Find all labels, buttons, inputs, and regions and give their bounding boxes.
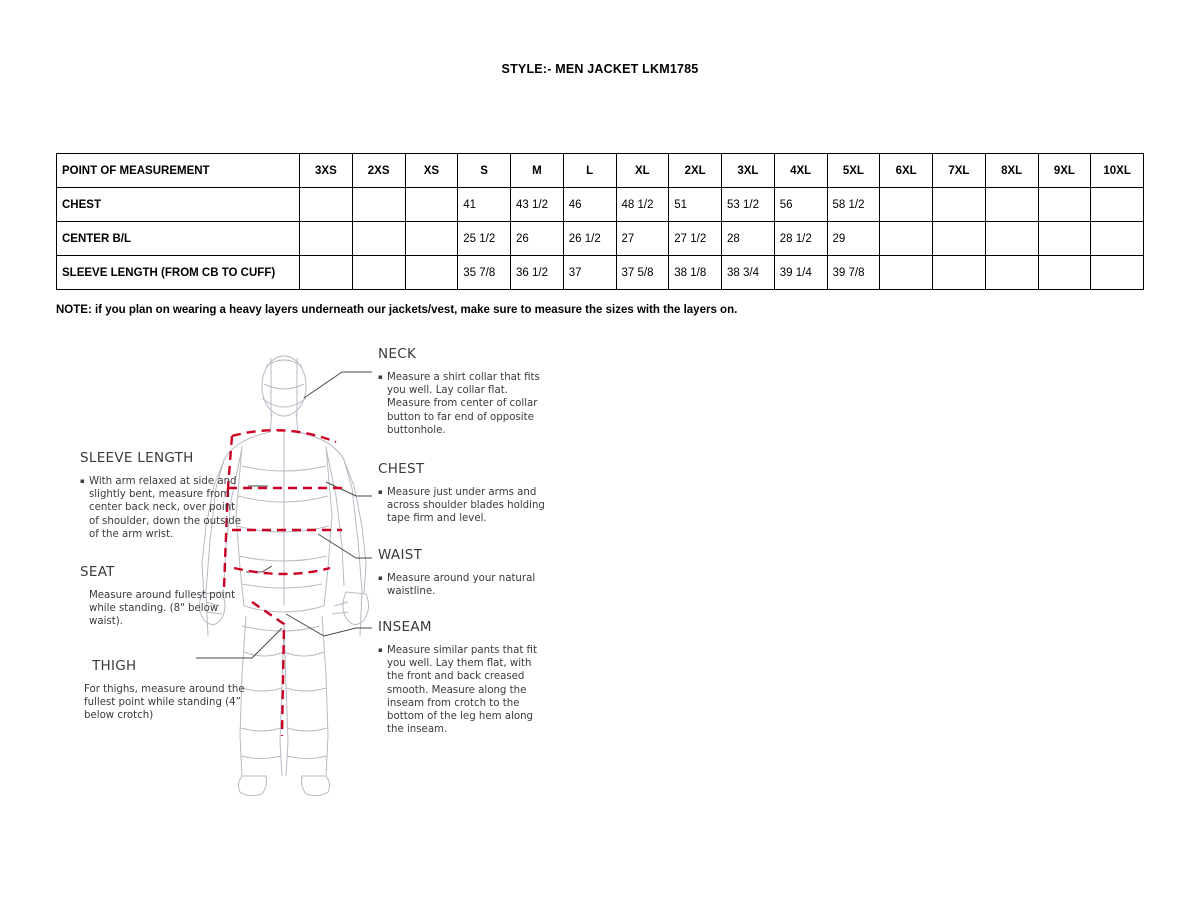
cell-sleeve-3xl: 38 3/4 [722, 256, 775, 290]
table-header-row [57, 154, 1144, 188]
column-header-size: 6XL [880, 154, 933, 188]
cell-centerbl-2xs [352, 222, 405, 256]
cell-centerbl-4xl: 28 1/2 [774, 222, 827, 256]
cell-sleeve-xs [405, 256, 458, 290]
cell-centerbl-8xl [985, 222, 1038, 256]
measurement-label-sleeve-length: SLEEVE LENGTH [80, 450, 194, 466]
cell-chest-7xl [933, 188, 986, 222]
column-header-point-of-measurement: POINT OF MEASUREMENT [57, 154, 300, 188]
cell-centerbl-6xl [880, 222, 933, 256]
column-header-size: S [458, 154, 511, 188]
cell-sleeve-xl: 37 5/8 [616, 256, 669, 290]
measurement-label-thigh: THIGH [92, 658, 137, 674]
column-header-size: 10XL [1091, 154, 1144, 188]
cell-chest-8xl [985, 188, 1038, 222]
row-label-sleeve-length: SLEEVE LENGTH (FROM CB TO CUFF) [57, 256, 300, 290]
page-title: STYLE:- MEN JACKET LKM1785 [501, 62, 699, 76]
column-header-size: 4XL [774, 154, 827, 188]
cell-sleeve-6xl [880, 256, 933, 290]
cell-centerbl-5xl: 29 [827, 222, 880, 256]
cell-chest-xl: 48 1/2 [616, 188, 669, 222]
cell-sleeve-10xl [1091, 256, 1144, 290]
cell-chest-2xs [352, 188, 405, 222]
measurement-label-waist: WAIST [378, 547, 423, 563]
cell-sleeve-2xs [352, 256, 405, 290]
cell-chest-m: 43 1/2 [511, 188, 564, 222]
column-header-size: 5XL [827, 154, 880, 188]
measurement-label-neck: NECK [378, 346, 417, 362]
cell-chest-6xl [880, 188, 933, 222]
column-header-size: 9XL [1038, 154, 1091, 188]
cell-centerbl-10xl [1091, 222, 1144, 256]
cell-sleeve-l: 37 [563, 256, 616, 290]
measurement-text-inseam: ▪ Measure similar pants that fit you well. Lay them flat, with the front and back creased smooth. Measure along the inseam from crotch to the bottom of the leg hem along the inseam. [387, 644, 545, 736]
cell-chest-l: 46 [563, 188, 616, 222]
column-header-size: 2XL [669, 154, 722, 188]
cell-centerbl-s: 25 1/2 [458, 222, 511, 256]
column-header-size: XS [405, 154, 458, 188]
measurement-figure [56, 336, 1146, 806]
cell-sleeve-7xl [933, 256, 986, 290]
cell-sleeve-8xl [985, 256, 1038, 290]
measurement-label-inseam: INSEAM [378, 619, 432, 635]
cell-centerbl-xl: 27 [616, 222, 669, 256]
cell-sleeve-5xl: 39 7/8 [827, 256, 880, 290]
cell-chest-3xl: 53 1/2 [722, 188, 775, 222]
row-label-chest: CHEST [57, 188, 300, 222]
table-row [57, 188, 1144, 222]
cell-centerbl-7xl [933, 222, 986, 256]
cell-chest-4xl: 56 [774, 188, 827, 222]
column-header-size: 8XL [985, 154, 1038, 188]
column-header-size: L [563, 154, 616, 188]
measurement-text-chest: ▪ Measure just under arms and across shoulder blades holding tape firm and level. [387, 486, 545, 526]
cell-chest-xs [405, 188, 458, 222]
cell-sleeve-2xl: 38 1/8 [669, 256, 722, 290]
cell-chest-2xl: 51 [669, 188, 722, 222]
cell-chest-s: 41 [458, 188, 511, 222]
size-chart-table [56, 153, 1144, 290]
cell-centerbl-9xl [1038, 222, 1091, 256]
table-row [57, 222, 1144, 256]
measurement-label-chest: CHEST [378, 461, 425, 477]
column-header-size: 7XL [933, 154, 986, 188]
table-row [57, 256, 1144, 290]
measurement-text-sleeve-length: ▪ With arm relaxed at side and slightly bent, measure from center back neck, over point of shoulder, down the outside of the arm wrist. [89, 475, 247, 541]
column-header-size: 3XL [722, 154, 775, 188]
cell-chest-9xl [1038, 188, 1091, 222]
column-header-size: M [511, 154, 564, 188]
column-header-size: 3XS [300, 154, 353, 188]
row-label-center-bl: CENTER B/L [57, 222, 300, 256]
measurement-text-waist: ▪ Measure around your natural waistline. [387, 572, 537, 598]
cell-chest-5xl: 58 1/2 [827, 188, 880, 222]
cell-sleeve-4xl: 39 1/4 [774, 256, 827, 290]
measurement-label-seat: SEAT [80, 564, 115, 580]
measurement-text-neck: ▪ Measure a shirt collar that fits you well. Lay collar flat. Measure from center of collar button to far end of opposite buttonhole. [387, 371, 545, 437]
cell-centerbl-l: 26 1/2 [563, 222, 616, 256]
measurement-text-seat: Measure around fullest point while standing. (8" below waist). [89, 590, 236, 628]
cell-chest-3xs [300, 188, 353, 222]
cell-centerbl-m: 26 [511, 222, 564, 256]
cell-centerbl-xs [405, 222, 458, 256]
cell-chest-10xl [1091, 188, 1144, 222]
layers-note: NOTE: if you plan on wearing a heavy layers underneath our jackets/vest, make sure to measure the sizes with the layers on. [56, 304, 738, 316]
cell-centerbl-3xs [300, 222, 353, 256]
cell-centerbl-3xl: 28 [722, 222, 775, 256]
cell-sleeve-s: 35 7/8 [458, 256, 511, 290]
column-header-size: XL [616, 154, 669, 188]
column-header-size: 2XS [352, 154, 405, 188]
measurement-text-thigh: For thighs, measure around the fullest point while standing (4” below crotch) [84, 684, 245, 722]
cell-centerbl-2xl: 27 1/2 [669, 222, 722, 256]
cell-sleeve-m: 36 1/2 [511, 256, 564, 290]
cell-sleeve-9xl [1038, 256, 1091, 290]
cell-sleeve-3xs [300, 256, 353, 290]
